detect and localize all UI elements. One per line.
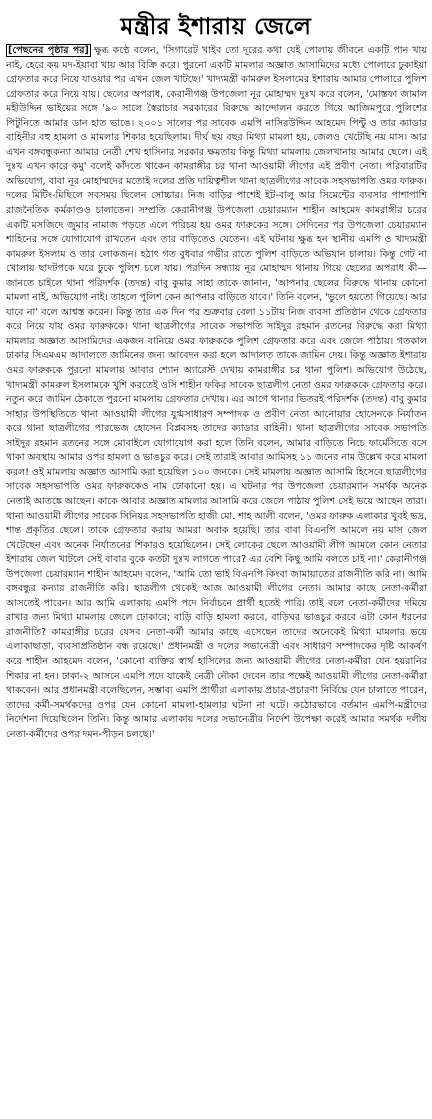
article-text: ক্ষুব্ধ কণ্ঠে বলেন, 'সিগারেট খাইব তো দূরের কথা যেই পোলায় জীবনে একটি পান খায় নাই, হেরে কয় মদ-ইয়াবা খায় আর বিক্রি করে। পুরনো একটি মামলার অজ্ঞাত আসামিদের মধ্যে পোলারে ঢুকাইয়া গ্রেফতার করে নিয়ে যাওয়ার পর এখন জেল খাটছে।' খাদ্যমন্ত্রী কামরুল ইসলামের ইশারায় আমার পোলারে পুলিশ গ্রেফতার করে নিয়ে যায়। ছেলের অপরাধ, কেরানীগঞ্জ উপজেলা নূর মোহাম্মদ দুঃখ করে বলেন, 'মোস্তফা জামাল মহীউদ্দিন ভাইয়ের সঙ্গে '৯০ সালে স্বৈরাচার সরকারের বিরুদ্ধে আন্দোলন করতে গিয়ে আজিমপুরে পুলিশের পিটুনিতে আমার ডান হাত ভাঙে। ২০০১ সালের পর সাবেক এমপি নাসিরউদ্দিন আহমেদ পিন্টু ও তার ক্যাডার বাহিনীর বহু হামলা ও মামলার শিকার হয়েছিলাম। দীর্ঘ ছয় বছর মিথ্যা মামলা হয়, জেলও খেটেছি নয় মাস। আর এখন বঙ্গবন্ধুকন্যা আমার নেত্রী শেখ হাসিনার সরকার ক্ষমতায় কিন্তু মিথ্যা মামলায় জেলখানায় আমার ছেলে। এই দুঃখ এখন কারে কমু' বলেই কাঁদতে থাকেন কামরাঙ্গীর চর থানা আওয়ামী লীগের এই প্রবীণ নেতা। পরিবারটির অভিযোগ, বাবা নূর মোহাম্মদের মতোই দলের প্রতি দায়িত্বশীল থানা ছাত্রলীগের সাবেক সহসভাপতি ওমর ফারুক। দলের মিটিং-মিছিলে সবসময় ছিলেন সোচ্চার। নিজ বাড়ির পাশেই ইট-বালু আর সিমেন্টের ব্যবসার পাশাপাশি রাজনৈতিক কর্মকাণ্ডও চালাতেন। সম্প্রতি কেরানীগঞ্জ উপজেলা চেয়ারম্যান শাহীন আহমেদ কামরাঙ্গীর চরের একটি মসজিদে জুমার নামাজ পড়তে এলে পরিচয় হয় ওমর ফারুকের সঙ্গে। সেদিনের পর উপজেলা চেয়ারম্যান শাহিনের সঙ্গে যোগাযোগ রাখতেন এবং তার বাড়িতেও যেতেন। এই ঘটনায় ক্ষুব্ধ হন স্থানীয় এমপি ও খাদ্যমন্ত্রী কামরুল ইসলাম ও তার লোকজন। হঠাৎ গত বুধবার গভীর রাতে পুলিশ বাড়িতে অভিযান চালায়। কিন্তু গেট না খোলায় ছাদটপকে ঘরে ঢুকে পুলিশ চলে যায়। পরদিন সন্ধ্যায় নূর মোহাম্মদ থানায় গিয়ে ছেলের অপরাধ কী— জানতে চাইলে থানা পরিদর্শক (তদন্ত) বাবু কুমার সাহা তাকে জানান, 'আপনার ছেলের বিরুদ্ধে থানায় কোনো মামলা নাই, অভিযোগ নাই। তাহলে পুলিশ কেন আপনার বাড়িতে যাবে।' তিনি বলেন, 'ভুলে হয়তো গিয়েছে। আর যাবে না' বলে আশ্বস্ত করেন। কিন্তু তার এক দিন পর শুক্রবার বেলা ১১টায় নিজ ব্যবসা প্রতিষ্ঠান থেকে গ্রেফতার করে নিয়ে যায় ওমর ফারুককে। থানা ছাত্রলীগের সাবেক সভাপতি সাইদুর রহমান রতনের বিরুদ্ধে করা মিথ্যা মামলার অজ্ঞাত আসামিদের একজন বানিয়ে ওমর ফারুককে পুলিশ গ্রেফতার করে এবং জেলে পাঠায়। গতকাল ঢাকার সিএমএম আদালতে জামিনের জন্য আবেদন করা হলে আদালত তাকে জামিন দেয়। কিন্তু অজ্ঞাত ইশারায় ওমর ফারুককে পুরনো মামলায় আবার শ্যোন অ্যারেস্ট দেখায় কামরাঙ্গীর চর থানা পুলিশ। অভিযোগ উঠেছে, খাদ্যমন্ত্রী কামরুল ইসলামকে খুশি করতেই ওসি শাহীন ফকির সাবেক ছাত্রলীগ নেতা ওমর ফারুককে গ্রেফতার করে। নতুন করে জামিন ঠেকাতে পুরনো মামলায় গ্রেফতার দেখায়। এর আগে থানার ভিতরই পরিদর্শক (তদন্ত) বাবু কুমার সাহার উপস্থিতিতে থানা আওয়ামী লীগের যুগ্মসাধারণ সম্পাদক ও প্রবীণ নেতা আনোয়ার হোসেনকে নির্যাতন করে থানা ছাত্রলীগের পারভেজ হোসেন বিপ্লবসহ তাদের ক্যাডার বাহিনী। থানা ছাত্রলীগের সাবেক সভাপতি সাইদুর রহমান রতনের সঙ্গে মোবাইলে যোগাযোগ করা হলে তিনি বলেন, আমার বাড়িতে নিচে ফার্মেসিতে বসে থাকা অবস্থায় আমার ওপর হামলা ও ভাঙচুর করে। সেই তারাই আবার আমিসহ ১১ জনের নাম উল্লেখ করে মামলা করল! ওই মামলায় অজ্ঞাত আসামি করা হয়েছিল ১০০ জনকে। সেই মামলায় অজ্ঞাত আসামি হিসেবে ছাত্রলীগের সাবেক সহসভাপতি ওমর ফারুককেও নাম ঢোকানো হয়। এ ঘটনার পর উপজেলা চেয়ারম্যান সমর্থক অনেক নেতাই আতঙ্কে আছেন। কাকে আবার অজ্ঞাত মামলার আসামি করে জেলে পাঠায় পুলিশ সেই ভয়ে আছেন তারা। থানা আওয়ামী লীগের সাবেক সিনিয়র সহসভাপতি হাজী মো. শাহ আলী বলেন, 'ওমর ফারুক এলাকার খুবই ভদ্র, শান্ত প্রকৃতির ছেলে। তাকে গ্রেফতার করায় আমরা অবাক হয়েছি। তার বাবা বিএনপি আমলে নয় মাস জেল খেটেছেন এবং অনেক নির্যাতনের শিকারও হয়েছিলেন। সেই লোকের ছেলে আওয়ামী লীগ আমলে কোন নেতার ইশারায় জেল খাটলে সেই বাবার বুকে কতটা দুঃখ লাগতে পারে? এর বেশি কিছু আমি বলতে চাই না।' কেরানীগঞ্জ উপজেলা চেয়ারম্যান শাহীন আহমেদ বলেন, 'আমি তো ভাই বিএনপি কিংবা জামায়াতের রাজনীতি করি না। আমি বঙ্গবন্ধুর কন্যার রাজনীতি করি। ছাত্রলীগ থেকেই আজ আওয়ামী লীগের নেতা। আমার কাছে নেতা-কর্মীরা আসতেই পারেন। আর আমি এলাকায় এমপি পদে নির্বাচনে প্রার্থী হতেই পারি। তাই বলে নেতা-কর্মীদের দমিয়ে রাখার জন্য মিথ্যা মামলায় জেলে ঢোকাবে; বাড়ি বাড়ি হামলা করবে, বাড়িঘর ভাঙচুর করবে এটা কোন ধরনের রাজনীতি? কামরাঙ্গীর চরের যেসব নেতা-কর্মী আমার কাছে এসেছেন তাদের অনেকেই মিথ্যা মামলার ভয়ে এলাকাছাড়া, ব্যবসাপ্রতিষ্ঠান বন্ধ রয়েছে।' প্রধানমন্ত্রী ও দলের সভানেত্রী এবং সাধারণ সম্পাদকের দৃষ্টি আকর্ষণ করে শাহীন আহমেদ বলেন, 'কোনো ব্যক্তির স্বার্থ হাসিলের জন্য আওয়ামী লীগের নেতা-কর্মীরা যেন হয়রানির শিকার না হন। ঢাকা-২ আসনে এমপি পদে যাকেই নেত্রী নৌকা দেবেন তার পক্ষেই আওয়ামী লীগের নেতা-কর্মীরা থাকবেন। আর প্রধানমন্ত্রী বলেছিলেন, সম্ভাব্য এমপি প্রার্থীরা এলাকায় প্রচার-প্রচারণা নির্বিঘ্নে যেন চালাতে পারেন, তাদের কর্মী-সমর্থকদের ওপর যেন কোনো মামলা-হামলার ঘটনা না ঘটে। কঠোরভাবে বর্তমান এমপি-মন্ত্রীদের নির্দেশনা দিয়েছিলেন তিনি। কিন্তু আমার এলাকায় দলের সভানেত্রীর নির্দেশ উপেক্ষা করেই আমার সমর্থক দলীয় নেতা-কর্মীদের ওপর দমন-পীড়ন চলছে।' <box>6 45 427 740</box>
continued-from-label: [পেছনের পৃষ্ঠার পর] <box>8 45 89 56</box>
article-body <box>6 44 427 1112</box>
article-headline: মন্ত্রীর ইশারায় জেলে <box>120 13 312 40</box>
article-paragraph <box>6 44 427 742</box>
